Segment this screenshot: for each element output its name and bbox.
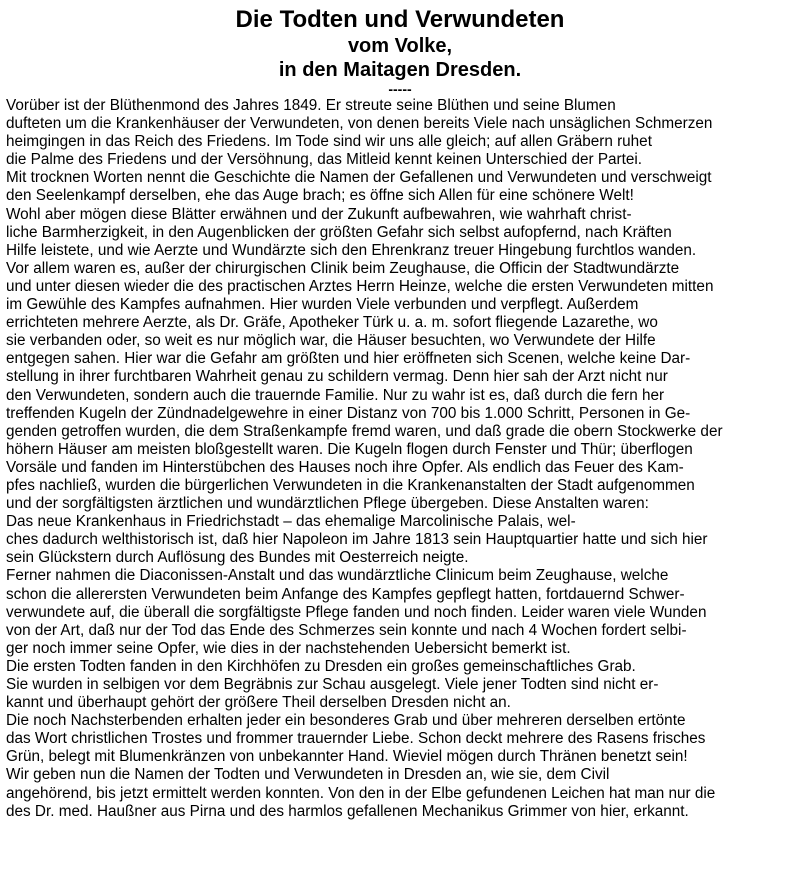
title-separator: ----- [388,81,412,97]
body-line: das Wort christlichen Trostes und frommer trauernder Liebe. Schon deckt mehrere des Rasens frisches [6,730,706,748]
document-subtitle-1: vom Volke, [347,35,453,57]
body-line: Grün, belegt mit Blumenkränzen von unbekannter Hand. Wieviel mögen durch Thränen benetzt sein! [6,748,688,766]
body-line: Vor allem waren es, außer der chirurgischen Clinik beim Zeughause, die Officin der Stadtwundärzte [6,259,680,277]
body-line: Vorüber ist der Blüthenmond des Jahres 1849. Er streute seine Blüthen und seine Blumen [6,97,616,114]
body-line: den Seelenkampf derselben, ehe das Auge brach; es öffne sich Allen für eine schönere Welt! [6,187,634,205]
body-line: Die noch Nachsterbenden erhalten jeder ein besonderes Grab und über mehreren derselben ertönte [6,712,686,730]
document-title: Die Todten und Verwundeten [235,6,565,33]
body-line: Vorsäle und fanden im Hinterstübchen des Hauses noch ihre Opfer. Als endlich das Feuer des Kam- [6,458,684,476]
body-line: heimgingen in das Reich des Friedens. Im Tode sind wir uns alle gleich; auf allen Gräbern ruhet [6,133,652,151]
body-line: verwundete auf, die überall die sorgfältigste Pflege fanden und noch finden. Leider waren viele Wunden [6,603,707,621]
body-line: Das neue Krankenhaus in Friedrichstadt – das ehemalige Marcolinische Palais, wel- [6,513,576,531]
body-line: den Verwundeten, sondern auch die trauernde Familie. Nur zu wahr ist es, daß durch die fern her [6,386,665,404]
body-line: im Gewühle des Kampfes aufnahmen. Hier wurden Viele verbunden und verpflegt. Außerdem [6,296,639,314]
body-line: ger noch immer seine Opfer, wie dies in der nachstehenden Uebersicht bemerkt ist. [6,639,571,657]
body-line: Ferner nahmen die Diaconissen-Anstalt und das wundärztliche Clinicum beim Zeughause, welche [6,567,669,585]
body-line: treffenden Kugeln der Zündnadelgewehre in einer Distanz von 700 bis 1.000 Schritt, Personen in Ge- [6,404,691,422]
body-line: genden getroffen wurden, die dem Straßenkampfe fremd waren, und daß grade die obern Stockwerke der [6,422,723,440]
body-text [6,97,794,821]
document-subtitle-2: in den Maitagen Dresden. [278,59,522,81]
body-line: schon die allerersten Verwundeten beim Anfange des Kampfes gepflegt hatten, fortdauernd Schwer- [6,585,685,603]
body-line: liche Barmherzigkeit, in den Augenblicken der größten Gefahr sich selbst aufopfernd, nach Kräften [6,223,672,241]
body-line: des Dr. med. Haußner aus Pirna und des harmlos gefallenen Mechanikus Grimmer von hier, erkannt. [6,802,689,820]
body-line: und unter diesen wieder die des practischen Arztes Herrn Heinze, welche die ersten Verwundeten mitten [6,277,714,295]
body-line: stellung in ihrer furchtbaren Wahrheit genau zu schildern vermag. Denn hier sah der Arzt nicht nur [6,368,668,386]
body-line: die Palme des Friedens und der Versöhnung, das Mitleid kennt keinen Unterschied der Partei. [6,151,643,169]
body-line: Hilfe leistete, und wie Aerzte und Wundärzte sich den Ehrenkranz treuer Hingebung furchtlos wanden. [6,241,697,259]
body-line: Sie wurden in selbigen vor dem Begräbnis zur Schau ausgelegt. Viele jener Todten sind nicht er- [6,676,659,693]
body-line: sein Glückstern durch Auflösung des Bundes mit Oesterreich neigte. [6,549,469,567]
body-line: errichteten mehrere Aerzte, als Dr. Gräfe, Apotheker Türk u. a. m. sofort fliegende Lazarethe, wo [6,314,658,332]
body-line: ches dadurch welthistorisch ist, daß hier Napoleon im Jahre 1813 sein Hauptquartier hatte und sich hier [6,531,708,549]
body-line: pfes nachließ, wurden die bürgerlichen Verwundeten in die Krankenanstalten der Stadt aufgenommen [6,476,695,494]
body-line: Wir geben nun die Namen der Todten und Verwundeten in Dresden an, wie sie, dem Civil [6,766,610,784]
body-line: höhern Häuser am meisten bloßgestellt waren. Die Kugeln flogen durch Fenster und Thür; überflogen [6,440,693,458]
body-line: kannt und überhaupt gehört der größere Theil derselben Dresden nicht an. [6,694,511,712]
body-line: von der Art, daß nur der Tod das Ende des Schmerzes sein konnte und nach 4 Wochen fordert selbi- [6,621,687,639]
body-line: sie verbanden oder, so weit es nur möglich war, die Häuser besuchten, wo Verwundete der Hilfe [6,332,656,350]
body-line: Mit trocknen Worten nennt die Geschichte die Namen der Gefallenen und Verwundeten und verschweigt [6,169,712,187]
body-line: entgegen sahen. Hier war die Gefahr am größten und hier eröffneten sich Scenen, welche keine Dar- [6,350,691,368]
body-line: und der sorgfältigsten ärztlichen und wundärztlichen Pflege übergeben. Diese Anstalten waren: [6,495,649,513]
body-line: Die ersten Todten fanden in den Kirchhöfen zu Dresden ein großes gemeinschaftliches Grab. [6,657,636,675]
body-line: Wohl aber mögen diese Blätter erwähnen und der Zukunft aufbewahren, wie wahrhaft christ- [6,205,632,223]
body-line: dufteten um die Krankenhäuser der Verwundeten, von denen bereits Viele nach unsäglichen Schmerzen [6,115,713,133]
body-line: angehörend, bis jetzt ermittelt werden konnten. Von den in der Elbe gefundenen Leichen hat man nur die [6,784,716,802]
